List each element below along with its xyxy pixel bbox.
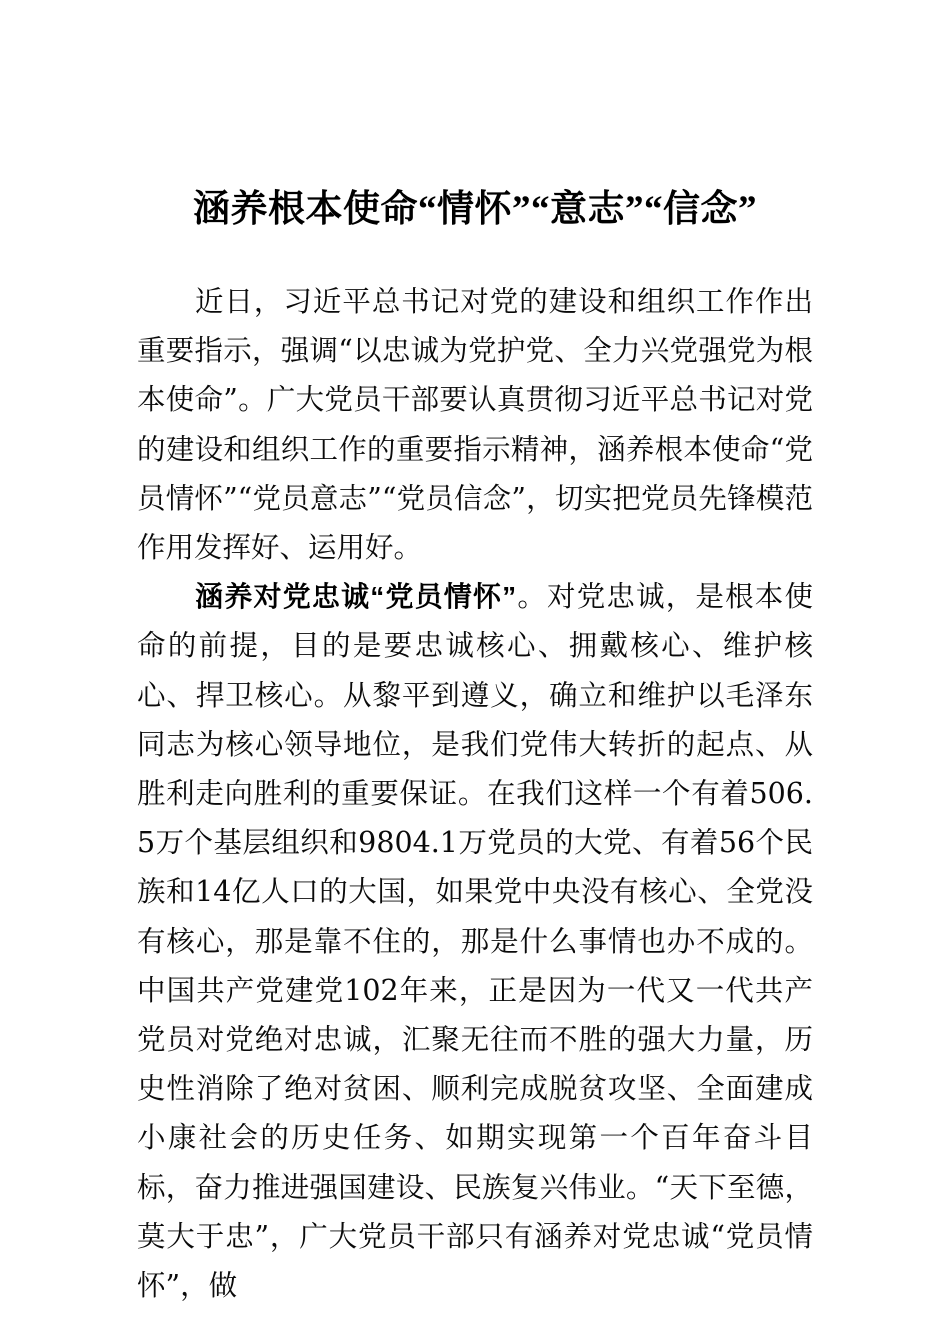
page-title: 涵养根本使命“情怀”“意志”“信念”	[193, 188, 757, 230]
paragraph-text: 。对党忠诚，是根本使命的前提，目的是要忠诚核心、拥戴核心、维护核心、捍卫核心。从黎平到遵义，确立和维护以毛泽东同志为核心领导地位，是我们党伟大转折的起点、从胜利走向胜利的重要保证。在我们这样一个有着506.5万个基层组织和9804.1万党员的大党、有着56个民族和14亿人口的大国，如果党中央没有核心、全党没有核心，那是靠不住的，那是什么事情也办不成的。中国共产党建党102年来，正是因为一代又一代共产党员对党绝对忠诚，汇聚无往而不胜的强大力量，历史性消除了绝对贫困、顺利完成脱贫攻坚、全面建成小康社会的历史任务、如期实现第一个百年奋斗目标，奋力推进强国建设、民族复兴伟业。“天下至德，莫大于忠”，广大党员干部只有涵养对党忠诚“党员情怀”，做	[137, 580, 813, 1303]
paragraph-section-1	[137, 572, 813, 1310]
paragraph-lead-heading: 涵养对党忠诚“党员情怀”	[194, 581, 517, 613]
paragraph-text: 近日，习近平总书记对党的建设和组织工作作出重要指示，强调“以忠诚为党护党、全力兴党强党为根本使命”。广大党员干部要认真贯彻习近平总书记对党的建设和组织工作的重要指示精神，涵养根本使命“党员情怀”“党员意志”“党员信念”，切实把党员先锋模范作用发挥好、运用好。	[137, 285, 813, 565]
paragraph-intro	[137, 277, 813, 572]
document-body	[137, 277, 813, 1310]
